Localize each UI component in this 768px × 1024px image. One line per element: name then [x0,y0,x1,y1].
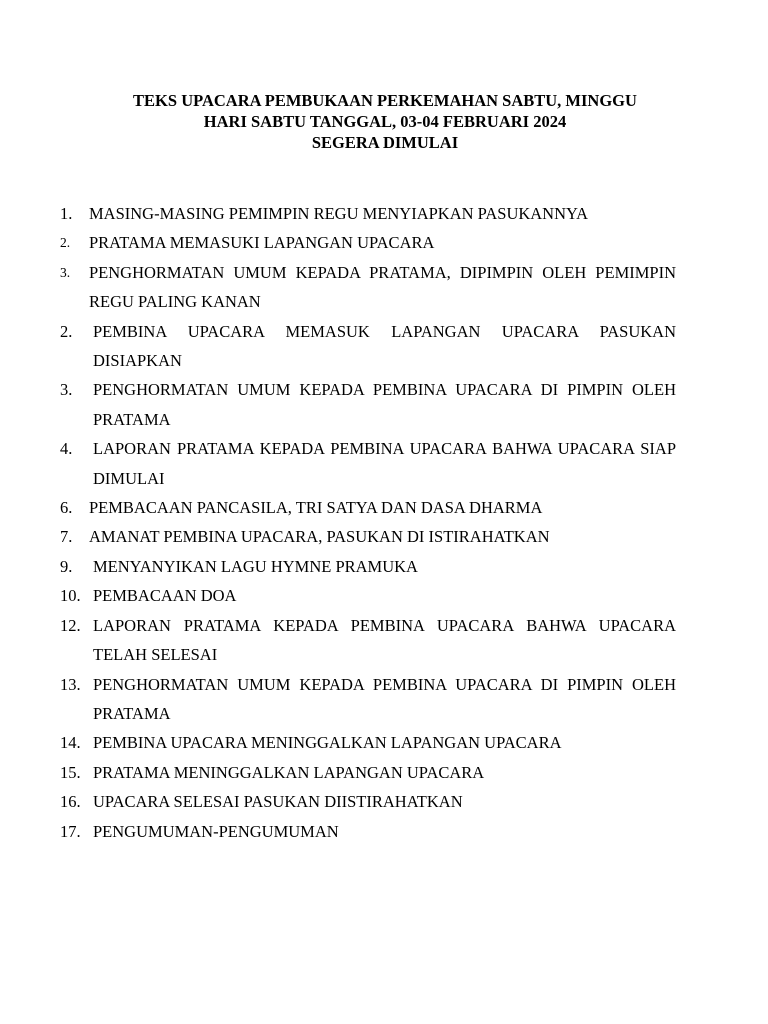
list-item [60,611,676,670]
step-text: PEMBACAAN PANCASILA, TRI SATYA DAN DASA DHARMA [89,498,543,518]
step-number: 1. [60,204,73,223]
list-item [60,434,676,493]
list-item [60,317,676,376]
list-item [60,787,676,816]
step-number: 3. [60,264,71,280]
list-item [60,199,676,228]
step-text: AMANAT PEMBINA UPACARA, PASUKAN DI ISTIRAHATKAN [89,527,550,547]
step-text: PENGHORMATAN UMUM KEPADA PRATAMA, DIPIMPIN OLEH PEMIMPIN REGU PALING KANAN [89,262,676,312]
step-number: 3. [60,380,73,400]
step-text: PENGUMUMAN-PENGUMUMAN [93,821,339,841]
list-item [60,522,676,551]
step-number: 6. [60,498,73,518]
step-number: 7. [60,527,73,547]
step-text: PENGHORMATAN UMUM KEPADA PEMBINA UPACARA DI PIMPIN OLEH PRATAMA [93,674,676,723]
title-line-2: HARI SABTU TANGGAL, 03-04 FEBRUARI 2024 [203,112,567,131]
list-item [60,817,676,846]
step-text: PEMBINA UPACARA MEMASUK LAPANGAN UPACARA PASUKAN DISIAPKAN [93,321,676,371]
step-number: 10. [60,586,81,606]
step-text: UPACARA SELESAI PASUKAN DIISTIRAHATKAN [93,792,463,812]
list-item [60,670,676,729]
title-line-1: TEKS UPACARA PEMBUKAAN PERKEMAHAN SABTU, MINGGU [133,91,637,110]
step-text: PEMBACAAN DOA [93,586,237,606]
step-number: 17. [60,821,81,841]
list-item [60,258,676,317]
list-item [60,228,676,257]
step-number: 14. [60,733,81,753]
step-number: 9. [60,556,73,576]
step-number: 12. [60,615,81,635]
list-item [60,552,676,581]
document-title [60,90,710,153]
title-line-3: SEGERA DIMULAI [311,133,459,152]
step-text: LAPORAN PRATAMA KEPADA PEMBINA UPACARA BAHWA UPACARA TELAH SELESAI [93,615,676,665]
step-text: MASING-MASING PEMIMPIN REGU MENYIAPKAN PASUKANNYA [89,204,589,223]
step-text: PENGHORMATAN UMUM KEPADA PEMBINA UPACARA DI PIMPIN OLEH PRATAMA [93,380,676,429]
ceremony-step-list [60,199,676,846]
step-text: MENYANYIKAN LAGU HYMNE PRAMUKA [93,556,418,576]
step-text: PEMBINA UPACARA MENINGGALKAN LAPANGAN UPACARA [93,733,562,753]
step-text: PRATAMA MEMASUKI LAPANGAN UPACARA [89,233,435,253]
step-number: 4. [60,439,73,459]
step-number: 2. [60,321,73,341]
step-number: 2. [60,235,71,251]
step-number: 15. [60,762,81,782]
list-item [60,728,676,757]
list-item [60,493,676,522]
step-text: LAPORAN PRATAMA KEPADA PEMBINA UPACARA BAHWA UPACARA SIAP DIMULAI [93,439,676,488]
step-number: 13. [60,674,81,694]
list-item [60,758,676,787]
step-text: PRATAMA MENINGGALKAN LAPANGAN UPACARA [93,762,485,782]
list-item [60,375,676,434]
list-item [60,581,676,610]
step-number: 16. [60,792,81,812]
